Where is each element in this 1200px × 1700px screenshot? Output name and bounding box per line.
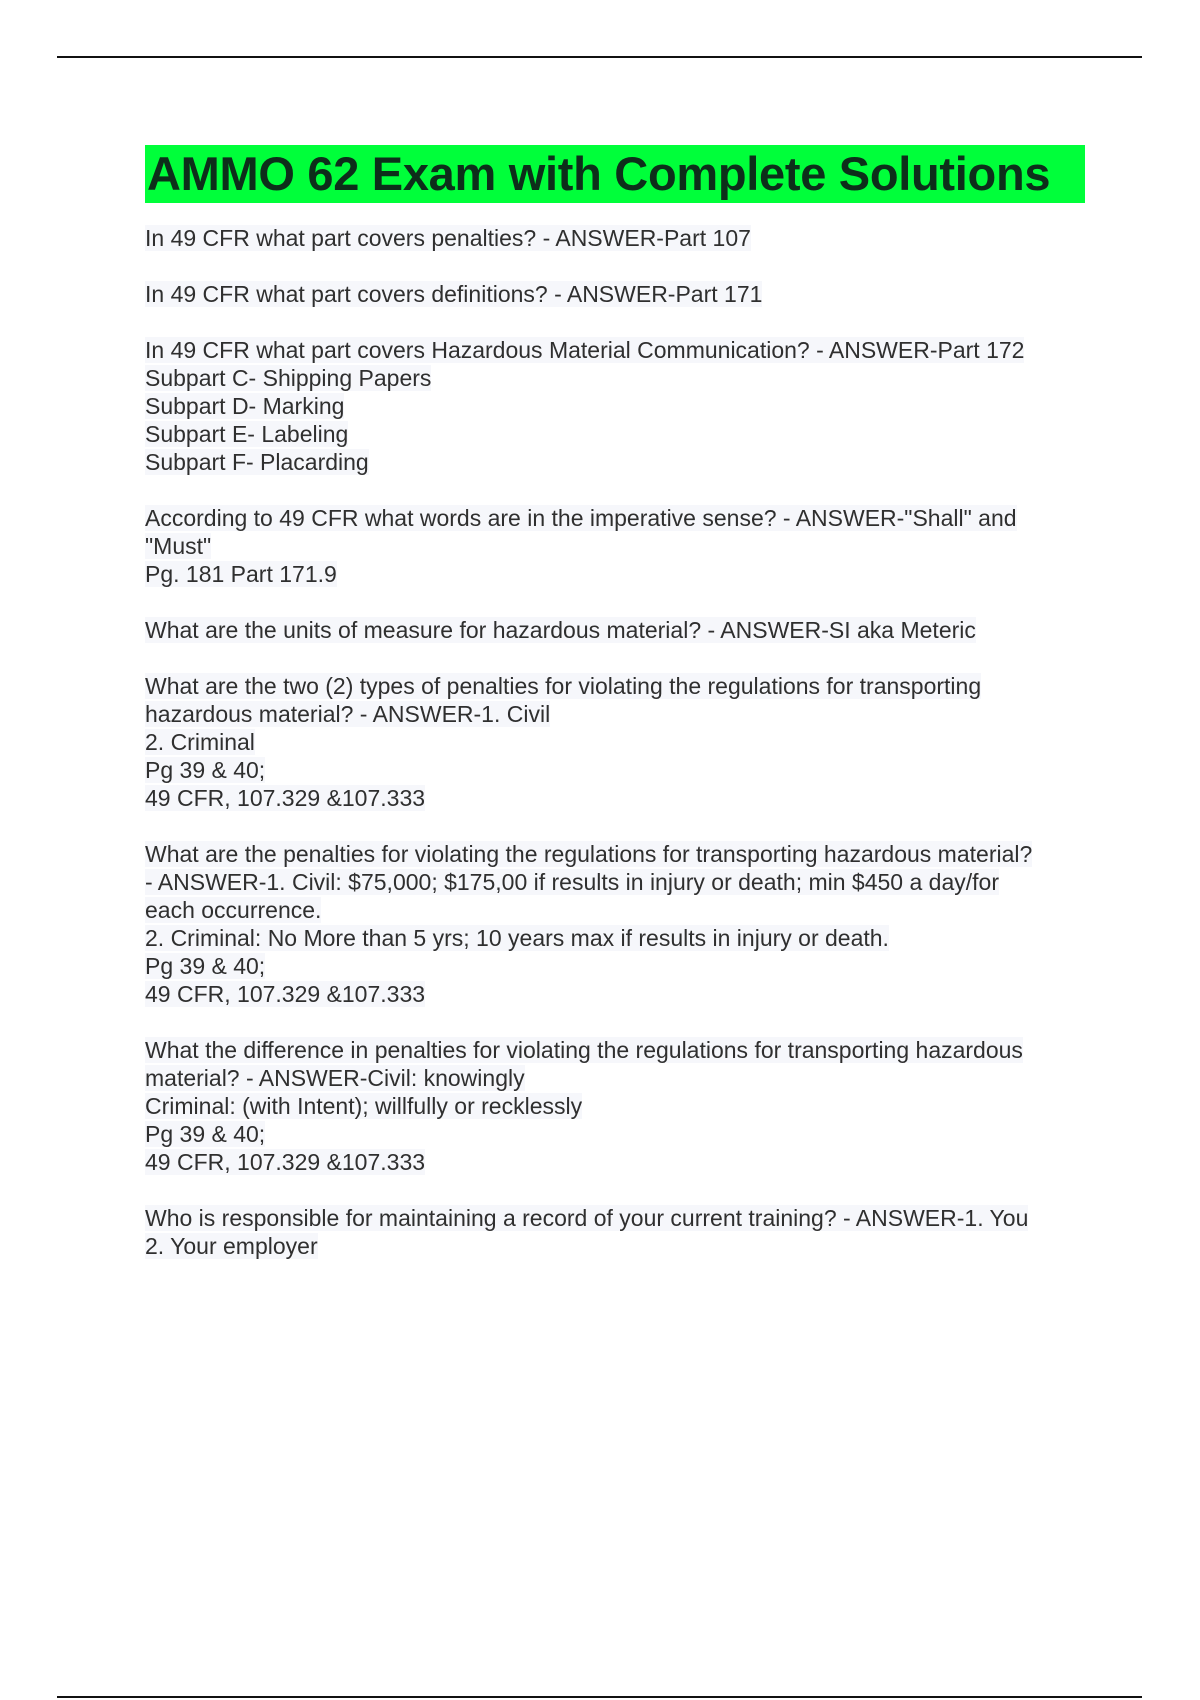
document-body xyxy=(145,145,1085,1288)
qa-item-imperative-words xyxy=(145,504,1085,588)
qa-line: 2. Criminal: No More than 5 yrs; 10 years max if results in injury or death. xyxy=(145,925,889,951)
qa-item-definitions xyxy=(145,280,1085,308)
qa-line: 2. Your employer xyxy=(145,1233,318,1259)
qa-line: What the difference in penalties for violating the regulations for transporting hazardous xyxy=(145,1037,1023,1063)
qa-line: What are the penalties for violating the regulations for transporting hazardous material? xyxy=(145,841,1033,867)
qa-item-penalty-difference xyxy=(145,1036,1085,1176)
header-rule xyxy=(57,56,1142,58)
qa-line: 2. Criminal xyxy=(145,729,255,755)
qa-item-penalty-types xyxy=(145,672,1085,812)
qa-line: What are the units of measure for hazardous material? - ANSWER-SI aka Meteric xyxy=(145,617,976,643)
qa-line: What are the two (2) types of penalties for violating the regulations for transporting xyxy=(145,673,982,699)
qa-line: 49 CFR, 107.329 &107.333 xyxy=(145,785,426,811)
qa-line: hazardous material? - ANSWER-1. Civil xyxy=(145,701,551,727)
qa-line: Subpart D- Marking xyxy=(145,393,345,419)
qa-item-hazmat-communication xyxy=(145,336,1085,476)
qa-item-units-of-measure xyxy=(145,616,1085,644)
qa-item-penalty-amounts xyxy=(145,840,1085,1008)
qa-line: Subpart E- Labeling xyxy=(145,421,349,447)
qa-item-penalties xyxy=(145,224,1085,252)
qa-line: In 49 CFR what part covers definitions? - ANSWER-Part 171 xyxy=(145,281,763,307)
qa-line: 49 CFR, 107.329 &107.333 xyxy=(145,1149,426,1175)
qa-line: Who is responsible for maintaining a record of your current training? - ANSWER-1. You xyxy=(145,1205,1029,1231)
qa-line: each occurrence. xyxy=(145,897,322,923)
qa-line: Pg 39 & 40; xyxy=(145,953,266,979)
footer-rule xyxy=(57,1696,1142,1698)
document-title: AMMO 62 Exam with Complete Solutions xyxy=(145,145,1085,203)
qa-line: - ANSWER-1. Civil: $75,000; $175,00 if results in injury or death; min $450 a day/for xyxy=(145,869,999,895)
qa-line: Subpart F- Placarding xyxy=(145,449,369,475)
qa-line: In 49 CFR what part covers Hazardous Material Communication? - ANSWER-Part 172 xyxy=(145,337,1025,363)
qa-line: 49 CFR, 107.329 &107.333 xyxy=(145,981,426,1007)
qa-line: Subpart C- Shipping Papers xyxy=(145,365,432,391)
qa-line: According to 49 CFR what words are in the imperative sense? - ANSWER-"Shall" and xyxy=(145,505,1017,531)
qa-line: Pg. 181 Part 171.9 xyxy=(145,561,337,587)
qa-line: material? - ANSWER-Civil: knowingly xyxy=(145,1065,525,1091)
qa-item-training-record xyxy=(145,1204,1085,1260)
qa-line: "Must" xyxy=(145,533,212,559)
qa-line: Criminal: (with Intent); willfully or recklessly xyxy=(145,1093,583,1119)
qa-line: Pg 39 & 40; xyxy=(145,1121,266,1147)
qa-line: Pg 39 & 40; xyxy=(145,757,266,783)
qa-line: In 49 CFR what part covers penalties? - ANSWER-Part 107 xyxy=(145,225,751,251)
